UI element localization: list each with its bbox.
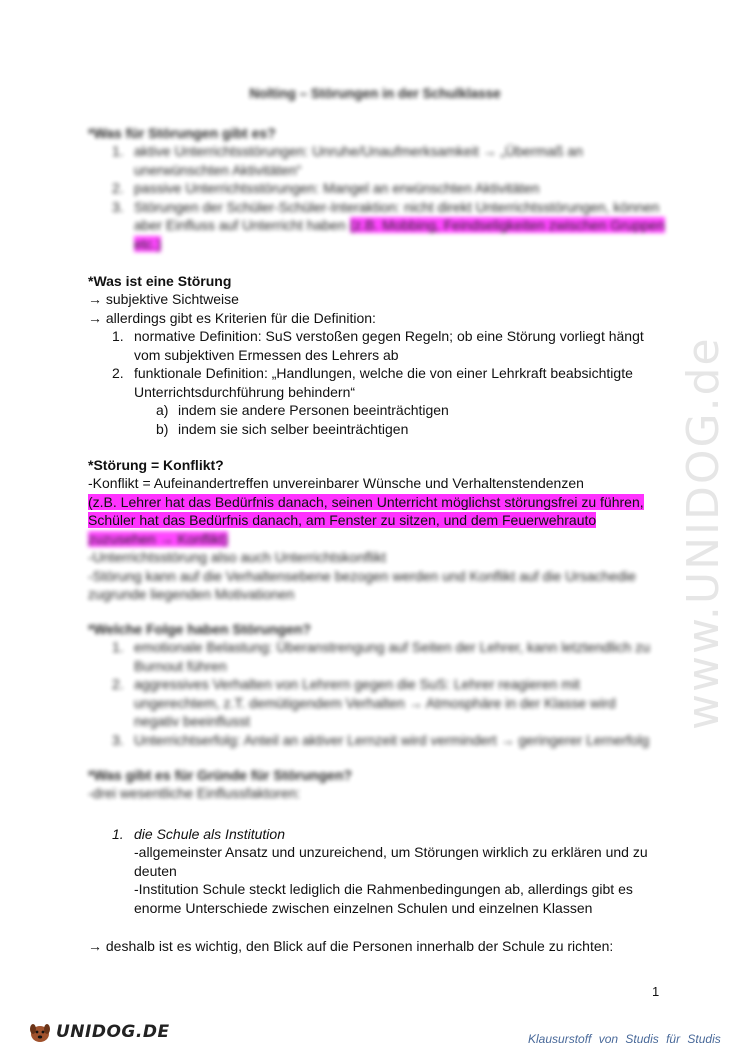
list-number: 2.	[112, 365, 124, 381]
list-item	[88, 179, 678, 198]
list-text: aggressives Verhalten von Lehrern gegen die SuS: Lehrer reagieren mit	[134, 676, 580, 692]
page-number: 1	[652, 984, 660, 999]
list-number: 3.	[112, 731, 124, 748]
list-item	[88, 142, 678, 179]
text-line: → allerdings gibt es Kriterien für die Definition:	[88, 309, 376, 326]
text-line: -drei wesentliche Einflussfaktoren:	[88, 785, 301, 801]
list-text: ungerechtem, z.T. demütigendem Verhalten → Atmosphäre in der Klasse wird	[134, 694, 616, 711]
section-heading: *Welche Folge haben Störungen?	[88, 621, 311, 637]
list-text: Unterrichtsdurchführung behindern“	[134, 383, 356, 400]
text-line: → deshalb ist es wichtig, den Blick auf die Personen innerhalb der Schule zu richten:	[88, 938, 614, 954]
footer-slogan: Klausurstoff von Studis für Studis	[528, 1032, 721, 1046]
list-text: indem sie andere Personen beeinträchtigen	[178, 402, 449, 418]
text-line: zugrunde liegenden Motivationen	[88, 586, 295, 602]
section-gruende	[88, 766, 678, 956]
highlighted-text: etc.)	[134, 235, 162, 252]
list-number: 3.	[112, 198, 124, 215]
list-number: 1.	[112, 639, 124, 655]
list-item	[88, 327, 678, 364]
list-item	[88, 638, 678, 675]
list-number: 1.	[112, 328, 124, 344]
highlighted-text: Schüler hat das Bedürfnis danach, am Fenster zu sitzen, und dem Feuerwehrauto	[88, 512, 597, 528]
list-text: passive Unterrichtsstörungen: Mangel an erwünschten Aktivitäten	[134, 180, 540, 196]
list-text: negativ beeinflusst	[134, 713, 250, 729]
list-text: Störungen der Schüler-Schüler-Interaktion: nicht direkt Unterrichtsstörungen, können	[134, 198, 660, 215]
text-line: -Störung kann auf die Verhaltensebene bezogen werden und Konflikt auf die Ursachedie	[88, 567, 636, 584]
list-number: a)	[156, 402, 169, 418]
list-text: emotionale Belastung: Überanstrengung auf Seiten der Lehrer, kann letztendlich zu	[134, 639, 651, 655]
list-text: aber Einfluss auf Unterricht haben	[134, 217, 346, 233]
watermark: www.UNIDOG.de	[678, 336, 729, 730]
section-konflikt	[88, 456, 678, 604]
list-text: die Schule als Institution	[134, 825, 285, 842]
logo-text: UNIDOG.DE	[56, 1022, 170, 1042]
list-text: indem sie sich selber beeinträchtigen	[178, 420, 409, 437]
list-number: b)	[156, 420, 169, 437]
text-line: -Konflikt = Aufeinandertreffen unvereinbarer Wünsche und Verhaltenstendenzen	[88, 475, 584, 491]
list-number: 2.	[112, 180, 124, 196]
list-text: normative Definition: SuS verstoßen gegen Regeln; ob eine Störung vorliegt hängt	[134, 328, 644, 344]
list-text: enorme Unterschiede zwischen einzelnen Schulen und einzelnen Klassen	[134, 899, 593, 916]
section-heading: *Was gibt es für Gründe für Störungen?	[88, 767, 352, 783]
sub-list-item	[88, 401, 678, 420]
list-item	[88, 731, 678, 750]
list-text: Burnout führen	[134, 657, 227, 674]
list-item	[88, 198, 678, 254]
list-text: vom subjektiven Ermessen des Lehrers ab	[134, 346, 399, 363]
list-item	[88, 364, 678, 401]
document-title: Nolting – Störungen in der Schulklasse	[249, 86, 501, 101]
list-text: unerwünschten Aktivitäten“	[134, 161, 302, 178]
list-item	[88, 675, 678, 731]
logo	[26, 1018, 170, 1046]
section-heading: *Was ist eine Störung	[88, 273, 232, 289]
highlighted-text: (z.B. Lehrer hat das Bedürfnis danach, seinen Unterricht möglichst störungsfrei zu führen,	[88, 493, 644, 510]
list-number: 1.	[112, 825, 124, 842]
list-text: -allgemeinster Ansatz und unzureichend, um Störungen wirklich zu erklären und zu	[134, 844, 648, 860]
highlighted-text: zuzusehen → Konflikt)	[88, 530, 229, 547]
section-stoerungsarten	[88, 124, 678, 253]
list-number: 2.	[112, 676, 124, 692]
highlighted-text: (z.B. Mobbing, Feindseligkeiten zwischen Gruppen	[349, 217, 665, 233]
section-heading: *Störung = Konflikt?	[88, 457, 224, 473]
section-definition	[88, 272, 678, 438]
list-text: deuten	[134, 862, 177, 879]
section-heading: *Was für Störungen gibt es?	[88, 125, 276, 141]
list-item	[88, 825, 678, 844]
list-number: 1.	[112, 143, 124, 159]
section-folgen	[88, 620, 678, 749]
list-text: -Institution Schule steckt lediglich die Rahmenbedingungen ab, allerdings gibt es	[134, 881, 633, 897]
list-text: Unterrichtserfolg: Anteil an aktiver Lernzeit wird vermindert → geringerer Lernerfolg	[134, 731, 650, 748]
list-text: aktive Unterrichtsstörungen: Unruhe/Unaufmerksamkeit → „Übermaß an	[134, 143, 583, 159]
sub-list-item	[88, 420, 678, 439]
dog-icon	[26, 1018, 54, 1046]
text-line: -Unterrichtsstörung also auch Unterrichtskonflikt	[88, 549, 387, 565]
text-line: → subjektive Sichtweise	[88, 291, 239, 307]
list-text: funktionale Definition: „Handlungen, welche die von einer Lehrkraft beabsichtigte	[134, 365, 633, 381]
